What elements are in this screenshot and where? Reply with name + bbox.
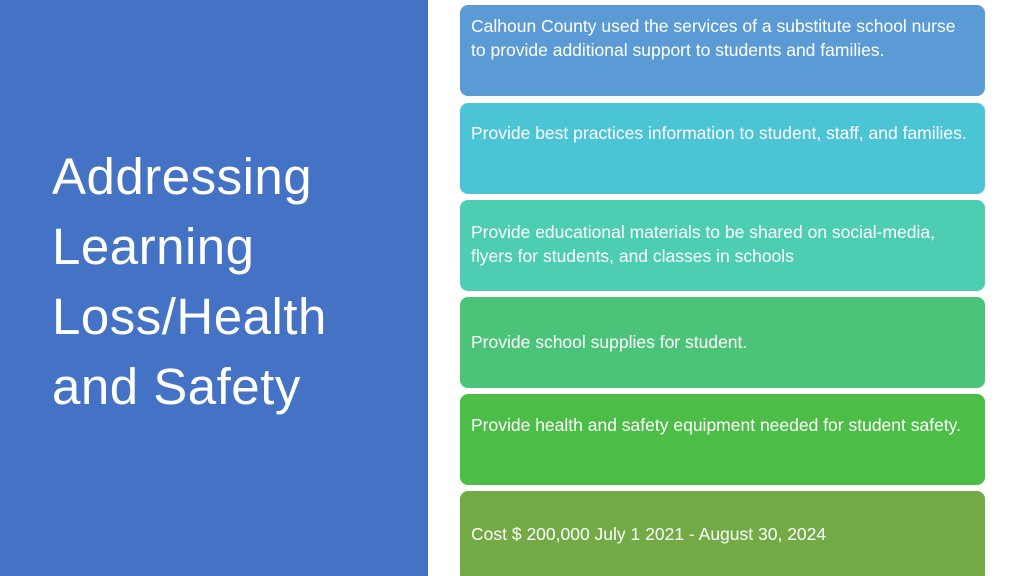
title-panel [0, 0, 428, 576]
list-item-best-practices: Provide best practices information to student, staff, and families. [460, 103, 985, 194]
list-item-educational-materials: Provide educational materials to be shared on social-media, flyers for students, and classes in schools [460, 200, 985, 291]
slide-title: Addressing Learning Loss/Health and Safety [52, 148, 327, 415]
list-item-school-supplies: Provide school supplies for student. [460, 297, 985, 388]
list-item-substitute-nurse: Calhoun County used the services of a substitute school nurse to provide additional support to students and families. [460, 5, 985, 96]
list-item-cost: Cost $ 200,000 July 1 2021 - August 30, 2024 [460, 491, 985, 576]
list-item-health-safety-equipment: Provide health and safety equipment needed for student safety. [460, 394, 985, 485]
